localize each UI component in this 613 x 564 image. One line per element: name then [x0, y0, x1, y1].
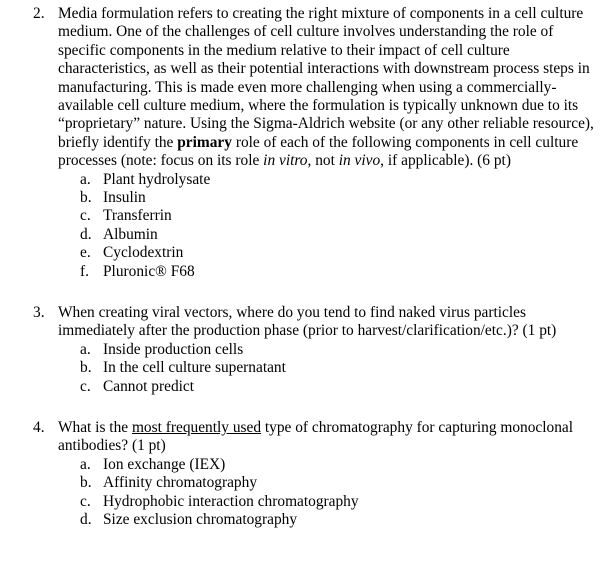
option-text: Inside production cells: [103, 340, 244, 358]
option-item: [58, 263, 613, 281]
option-item: [58, 341, 613, 359]
question-text: When creating viral vectors, where do you tend to find naked virus particles immediately after the production phase (prior to harvest/clarification/etc.)? (1 pt): [58, 304, 557, 340]
option-item: [58, 378, 613, 396]
option-list: [58, 341, 613, 396]
option-text: Transferrin: [103, 207, 172, 225]
option-item: [58, 456, 613, 474]
option-letter: a.: [80, 170, 91, 188]
document: [0, 5, 613, 529]
question-2: [0, 5, 613, 281]
option-text: Cyclodextrin: [103, 244, 184, 262]
question-text-segment: , not: [307, 152, 339, 170]
option-letter: c.: [80, 207, 91, 225]
option-list: [58, 456, 613, 530]
emphasis-bold: primary: [177, 133, 232, 151]
option-letter: c.: [80, 492, 91, 510]
option-letter: d.: [80, 225, 92, 243]
question-text: [58, 419, 596, 456]
question-number: 4.: [33, 418, 45, 436]
option-letter: c.: [80, 377, 91, 395]
option-text: Insulin: [103, 189, 146, 207]
emphasis-underline: most frequently used: [131, 418, 262, 436]
question-text-segment: Media formulation refers to creating the right mixture of components in a cell culture medium. One of the challenges of cell culture involves understanding the role of specific components in the medium relative to their impact of cell culture characteristics, as well as their potential interactions with downstream process steps in manufacturing. This is made even more challenging when using a commercially- available cell culture medium, where the formulation is typically unknown due to its “proprietary” nature. Using the Sigma-Aldrich website (or any other reliable resource), briefly identify the: [58, 5, 594, 151]
question-3: [0, 304, 613, 396]
option-text: Pluronic® F68: [103, 262, 195, 280]
option-item: [58, 226, 613, 244]
option-text: Hydrophobic interaction chromatography: [103, 492, 359, 510]
option-text: In the cell culture supernatant: [103, 359, 286, 377]
option-item: [58, 493, 613, 511]
option-item: [58, 244, 613, 262]
option-item: [58, 171, 613, 189]
option-text: Plant hydrolysate: [103, 170, 211, 188]
option-letter: b.: [80, 474, 92, 492]
option-letter: f.: [80, 262, 89, 280]
question-text-segment: role of each of the following components in cell culture processes (note: focus on its role: [58, 133, 579, 170]
question-number: 3.: [33, 304, 45, 321]
question-text: [58, 5, 596, 171]
question-text-segment: type of chromatography for capturing monoclonal antibodies? (1 pt): [58, 418, 574, 455]
option-letter: d.: [80, 510, 92, 528]
emphasis-italic: in vivo: [338, 152, 381, 170]
option-item: [58, 207, 613, 225]
question-text-segment: What is the: [58, 418, 132, 436]
option-letter: e.: [80, 244, 91, 262]
question-number: 2.: [33, 5, 45, 22]
option-text: Size exclusion chromatography: [103, 510, 298, 528]
option-letter: a.: [80, 340, 91, 358]
option-text: Albumin: [103, 225, 158, 243]
option-list: [58, 171, 613, 281]
option-item: [58, 511, 613, 529]
option-letter: b.: [80, 359, 92, 377]
question-text-segment: , if applicable). (6 pt): [380, 152, 511, 170]
emphasis-italic: in vitro: [263, 152, 308, 170]
option-item: [58, 189, 613, 207]
option-text: Cannot predict: [103, 377, 195, 395]
option-item: [58, 359, 613, 377]
option-item: [58, 474, 613, 492]
option-text: Affinity chromatography: [103, 474, 258, 492]
question-4: [0, 419, 613, 529]
option-text: Ion exchange (IEX): [103, 455, 226, 473]
option-letter: a.: [80, 455, 91, 473]
option-letter: b.: [80, 189, 92, 207]
